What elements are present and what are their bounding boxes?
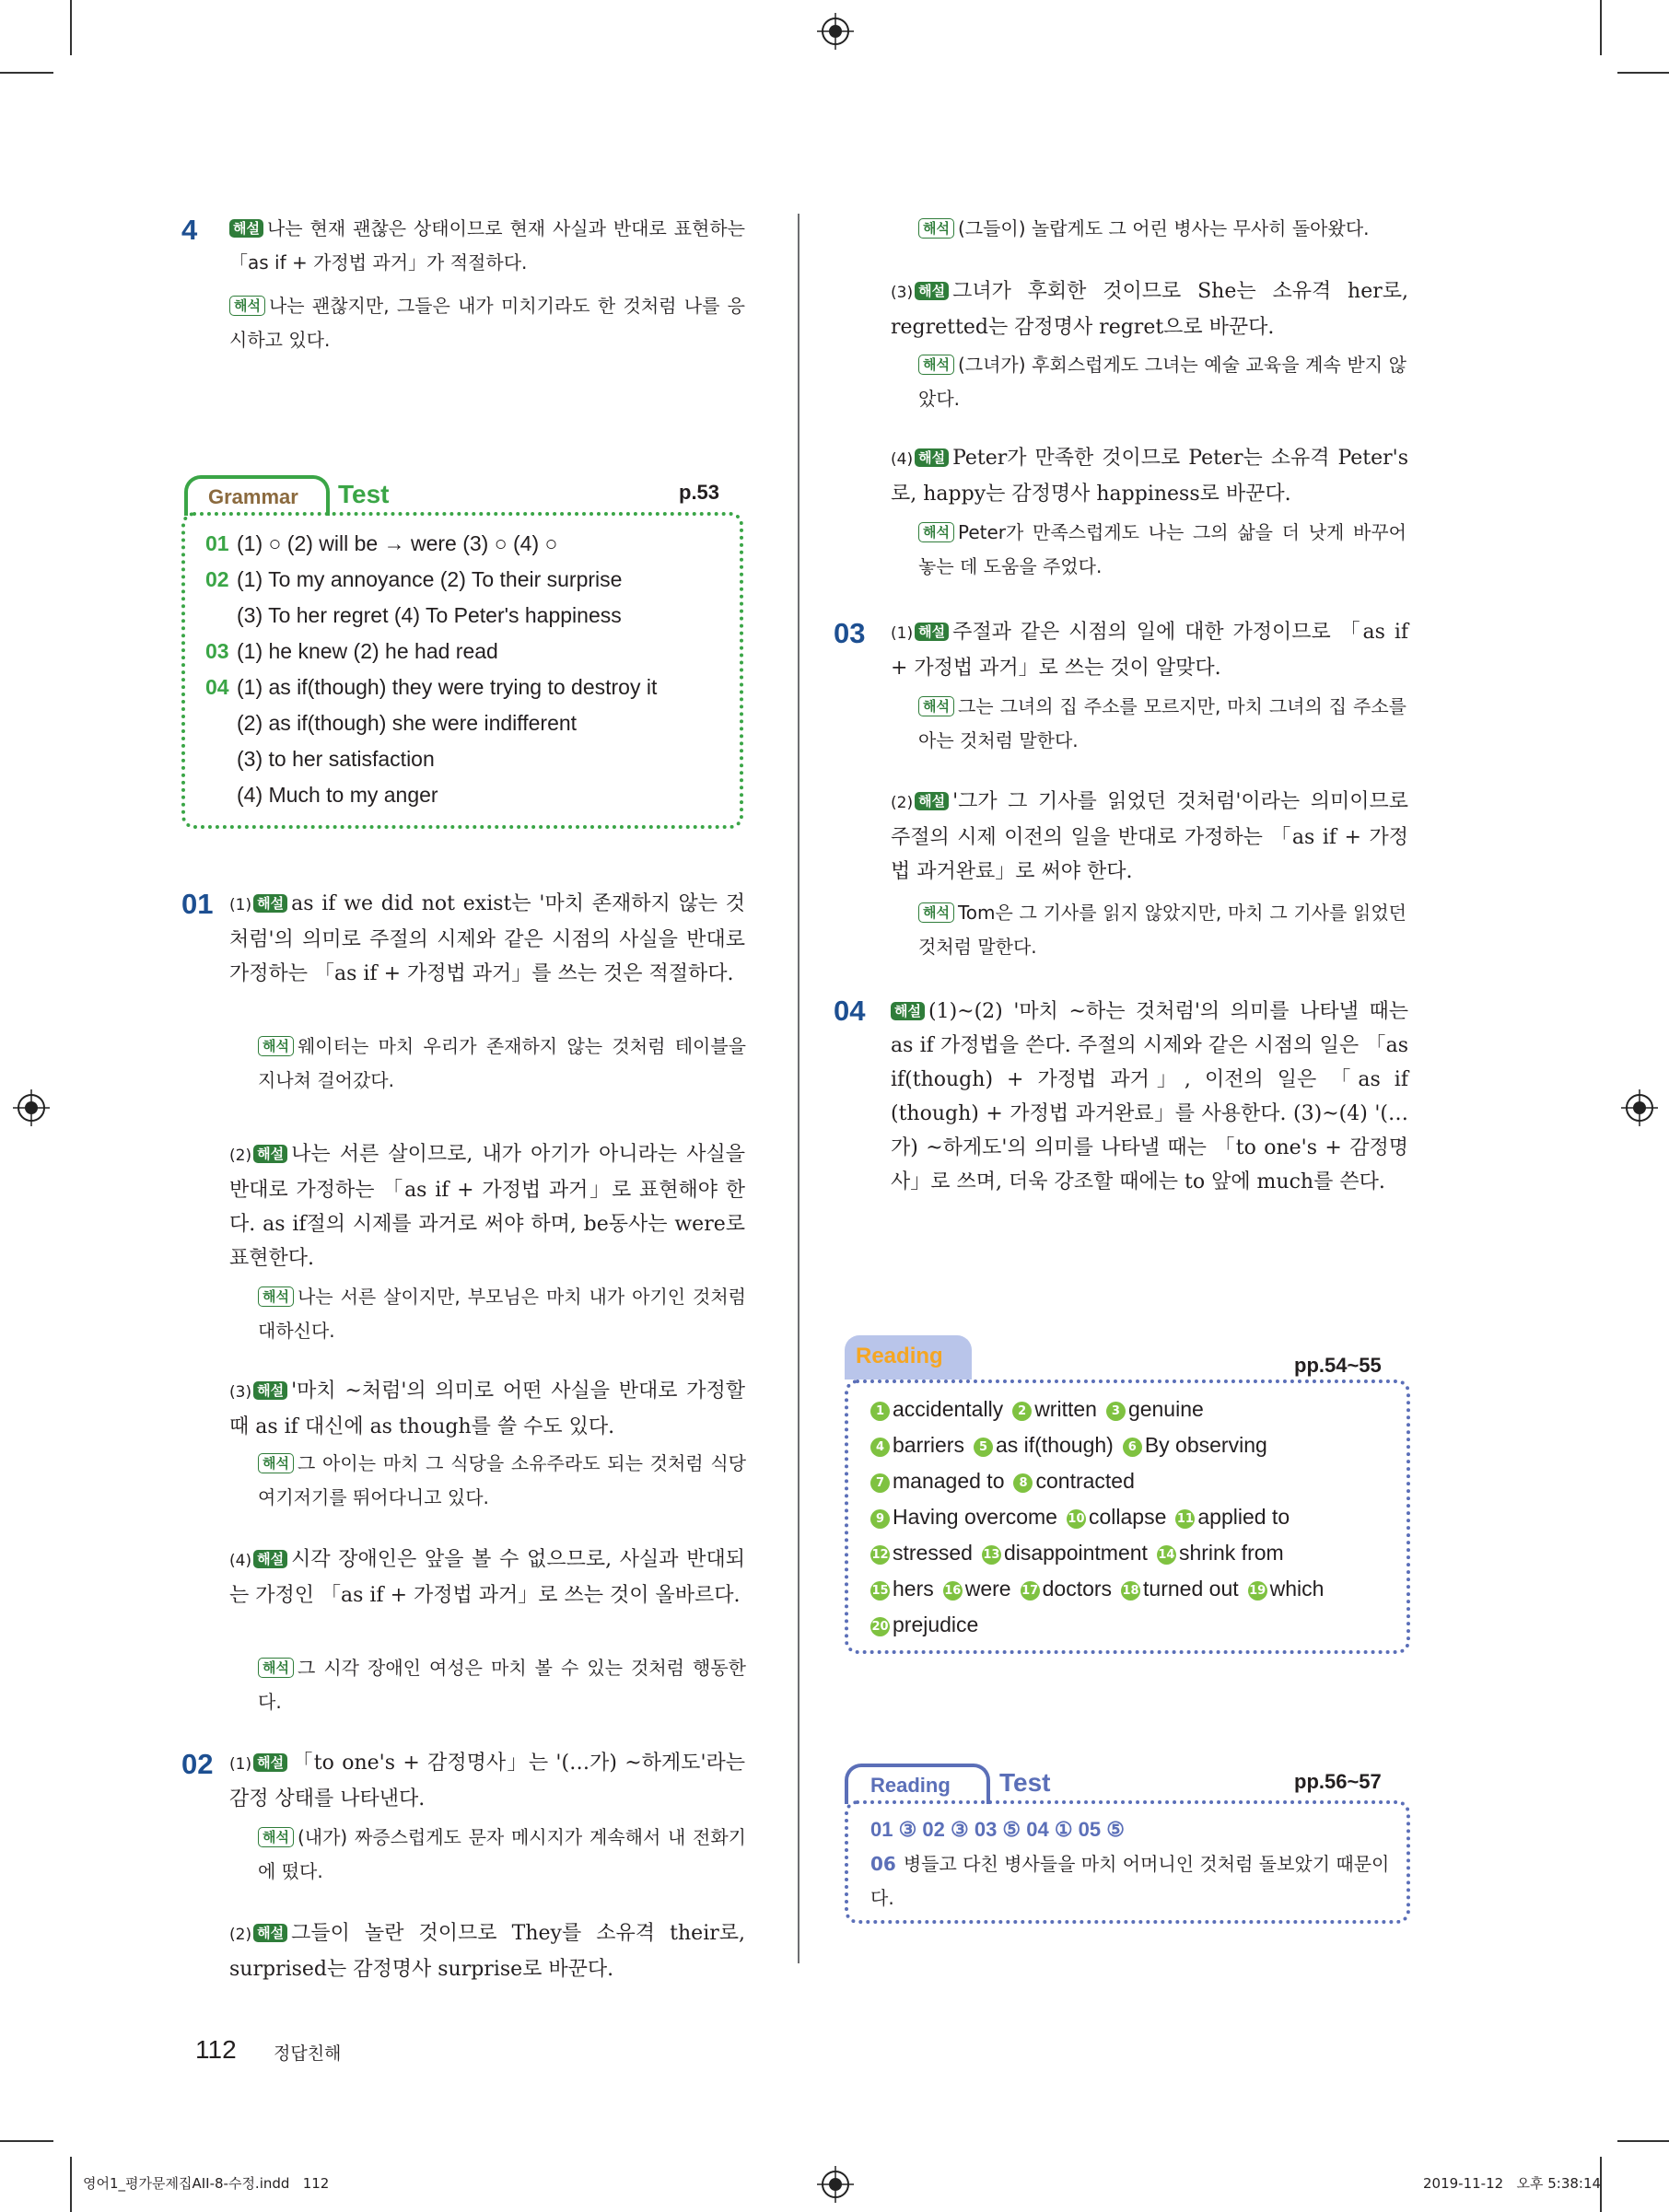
circled-number-icon: 19 — [1248, 1581, 1267, 1601]
circled-number-icon: 15 — [870, 1581, 890, 1601]
circled-number-icon: 11 — [1175, 1509, 1195, 1529]
answer-text: which — [1269, 1577, 1325, 1601]
solution-badge: 해설 — [915, 623, 949, 641]
q01-1-solution: (1) 해설 as if we did not exist는 '마치 존재하지 않는 것처럼'의 의미로 주절의 시제와 같은 시점의 사실을 반대로 가정하는 「as if + 가정법 과거」를 쓰는 것은 적절하다. — [229, 892, 745, 985]
translation-badge: 해석 — [258, 1036, 294, 1056]
translation-badge: 해석 — [258, 1658, 294, 1678]
q01-3-translation: 해석 그 아이는 마치 그 식당을 소유주라도 되는 것처럼 식당 여기저기를 뛰어다니고 있다. — [258, 1452, 746, 1508]
reading-answer-line — [870, 1607, 1405, 1643]
grammar-test-title: Test — [338, 480, 390, 508]
reading-tab — [845, 1335, 972, 1380]
grammar-test-tab — [184, 475, 330, 516]
q01-3-solution: (3) 해설 '마치 ~처럼'의 의미로 어떤 사실을 반대로 가정할 때 as if 대신에 as though를 쓸 수도 있다. — [229, 1380, 745, 1438]
q03-2-translation: 해석 Tom은 그 기사를 읽지 않았지만, 마치 그 기사를 읽었던 것처럼 말한다. — [918, 902, 1406, 958]
solution-badge: 해설 — [253, 894, 287, 913]
q02-1-translation: 해석 (내가) 짜증스럽게도 문자 메시지가 계속해서 내 전화기에 떴다. — [258, 1826, 746, 1882]
reading-answer-line — [870, 1571, 1405, 1607]
question-number: 4 — [181, 214, 198, 246]
circled-number-icon: 9 — [870, 1509, 890, 1529]
answer-text: (1) as if(though) they were trying to destroy it — [237, 675, 658, 699]
crop-mark — [0, 72, 53, 74]
answer-text: (3) to her satisfaction — [237, 747, 435, 771]
reading-test-answers: 01 ③ 02 ③ 03 ⑤ 04 ① 05 ⑤ — [870, 1818, 1125, 1841]
crop-mark — [1617, 72, 1669, 74]
answer-text: accidentally — [893, 1397, 1004, 1421]
column-divider — [798, 214, 799, 1963]
crop-mark — [1600, 0, 1602, 55]
slug-right: 2019-11-12 오후 5:38:14 — [1423, 2175, 1602, 2192]
grammar-answer-line — [205, 777, 730, 813]
page-ref: p.53 — [679, 481, 720, 504]
grammar-answer-list — [205, 526, 730, 813]
answer-number: 01 — [205, 531, 229, 555]
grammar-answer-line — [205, 705, 730, 741]
solution-badge: 해설 — [253, 1145, 287, 1163]
reading-answer-list — [870, 1391, 1405, 1643]
crop-mark — [70, 0, 72, 55]
crop-mark — [1617, 2140, 1669, 2142]
translation-badge: 해석 — [229, 296, 265, 316]
solution-badge: 해설 — [891, 1002, 925, 1020]
translation-badge: 해석 — [258, 1453, 294, 1473]
page-ref: pp.54~55 — [1294, 1354, 1382, 1377]
reading-test-tab — [845, 1764, 990, 1804]
grammar-answer-line — [205, 562, 730, 598]
answer-text: (4) Much to my anger — [237, 783, 438, 807]
q02-2-translation: 해석 (그들이) 놀랍게도 그 어린 병사는 무사히 돌아왔다. — [918, 212, 1406, 246]
solution-badge: 해설 — [253, 1924, 287, 1942]
q01-4-solution: (4) 해설 시각 장애인은 앞을 볼 수 없으므로, 사실과 반대되는 가정인 「as if + 가정법 과거」로 쓰는 것이 올바르다. — [229, 1548, 745, 1607]
answer-text: stressed — [893, 1541, 973, 1565]
q03-2-solution: (2) 해설 '그가 그 기사를 읽었던 것처럼'이라는 의미이므로 주절의 시제 이전의 일을 반대로 가정하는 「as if + 가정법 과거완료」로 써야 한다. — [891, 790, 1408, 883]
q01-4-translation: 해석 그 시각 장애인 여성은 마치 볼 수 있는 것처럼 행동한다. — [258, 1657, 746, 1713]
q02-4-solution: (4) 해설 Peter가 만족한 것이므로 Peter는 소유격 Peter's로, happy는 감정명사 happiness로 바꾼다. — [891, 447, 1408, 506]
circled-number-icon: 17 — [1021, 1581, 1040, 1601]
grammar-answer-line — [205, 598, 730, 634]
translation-badge: 해석 — [918, 696, 954, 716]
reading-test-q06: 06 병들고 다친 병사들을 마치 어머니인 것처럼 돌보았기 때문이다. — [870, 1853, 1390, 1909]
answer-text: hers — [893, 1577, 934, 1601]
circled-number-icon: 16 — [943, 1581, 963, 1601]
q01-1-translation: 해석 웨이터는 마치 우리가 존재하지 않는 것처럼 테이블을 지나쳐 걸어갔다. — [258, 1035, 746, 1091]
q01-2-translation: 해석 나는 서른 살이지만, 부모님은 마치 내가 아기인 것처럼 대하신다. — [258, 1286, 746, 1342]
solution-badge: 해설 — [253, 1381, 287, 1400]
reading-box — [845, 1380, 1410, 1654]
circled-number-icon: 2 — [1012, 1402, 1032, 1421]
registration-mark-icon — [817, 2166, 854, 2203]
question-number: 04 — [834, 995, 866, 1027]
page-number: 112 — [195, 2035, 237, 2064]
circled-number-icon: 20 — [870, 1617, 890, 1636]
q02-3-solution: (3) 해설 그녀가 후회한 것이므로 She는 소유격 her로, regretted는 감정명사 regret으로 바꾼다. — [891, 280, 1408, 339]
circled-number-icon: 18 — [1121, 1581, 1140, 1601]
registration-mark-icon — [817, 13, 854, 50]
answer-text: collapse — [1088, 1505, 1167, 1529]
grammar-answer-line — [205, 669, 730, 705]
registration-mark-icon — [13, 1089, 50, 1126]
solution-badge: 해설 — [915, 792, 949, 810]
reading-answer-line — [870, 1427, 1405, 1463]
reading-answer-line — [870, 1535, 1405, 1571]
circled-number-icon: 7 — [870, 1473, 890, 1493]
q02-4-translation: 해석 Peter가 만족스럽게도 나는 그의 삶을 더 낫게 바꾸어 놓는 데 도움을 주었다. — [918, 521, 1406, 577]
answer-text: were — [964, 1577, 1011, 1601]
question-number: 02 — [181, 1748, 214, 1780]
answer-text: applied to — [1197, 1505, 1290, 1529]
crop-mark — [70, 2157, 72, 2212]
circled-number-icon: 5 — [974, 1438, 993, 1457]
tab-label: Reading — [870, 1774, 951, 1797]
answer-text: contracted — [1035, 1469, 1135, 1493]
answer-text: By observing — [1144, 1433, 1267, 1457]
q02-2-solution: (2) 해설 그들이 놀란 것이므로 They를 소유격 their로, surprised는 감정명사 surprise로 바꾼다. — [229, 1922, 745, 1981]
answer-number: 02 — [205, 567, 229, 591]
answer-text: (1) he knew (2) he had read — [237, 639, 498, 663]
circled-number-icon: 4 — [870, 1438, 890, 1457]
reading-answer-line — [870, 1463, 1405, 1499]
q02-3-translation: 해석 (그녀가) 후회스럽게도 그녀는 예술 교육을 계속 받지 않았다. — [918, 354, 1406, 410]
answer-text: prejudice — [893, 1612, 979, 1636]
translation-badge: 해석 — [258, 1286, 294, 1307]
translation-badge: 해석 — [918, 902, 954, 923]
q01-2-solution: (2) 해설 나는 서른 살이므로, 내가 아기가 아니라는 사실을 반대로 가정하는 「as if + 가정법 과거」로 표현해야 한다. as if절의 시제를 과거로 써야 하며, be동사는 were로 표현한다. — [229, 1143, 745, 1270]
answer-text: (3) To her regret (4) To Peter's happiness — [237, 603, 622, 627]
question-number: 03 — [834, 617, 866, 649]
reading-answer-line — [870, 1391, 1405, 1427]
answer-text: doctors — [1042, 1577, 1113, 1601]
q02-1-solution: (1) 해설 「to one's + 감정명사」는 '(…가) ~하게도'라는 감정 상태를 나타낸다. — [229, 1752, 745, 1810]
translation-badge: 해석 — [258, 1827, 294, 1847]
answer-text: written — [1034, 1397, 1097, 1421]
circled-number-icon: 1 — [870, 1402, 890, 1421]
tab-label: Reading — [856, 1344, 943, 1368]
answer-text: turned out — [1143, 1577, 1239, 1601]
circled-number-icon: 12 — [870, 1545, 890, 1565]
circled-number-icon: 8 — [1013, 1473, 1033, 1493]
q03-1-solution: (1) 해설 주절과 같은 시점의 일에 대한 가정이므로 「as if + 가정법 과거」로 쓰는 것이 알맞다. — [891, 621, 1408, 680]
question-number: 01 — [181, 888, 214, 920]
solution-badge: 해설 — [229, 219, 263, 238]
circled-number-icon: 3 — [1106, 1402, 1126, 1421]
grammar-answer-line — [205, 634, 730, 669]
answer-text: (1) ○ (2) will be → were (3) ○ (4) ○ — [237, 531, 558, 555]
translation-badge: 해석 — [918, 218, 954, 239]
q03-1-translation: 해석 그는 그녀의 집 주소를 모르지만, 마치 그녀의 집 주소를 아는 것처럼 말한다. — [918, 695, 1406, 751]
slug-left: 영어1_평가문제집AII-8-수정.indd 112 — [83, 2175, 330, 2192]
circled-number-icon: 6 — [1123, 1438, 1142, 1457]
circled-number-icon: 13 — [982, 1545, 1001, 1565]
circled-number-icon: 10 — [1067, 1509, 1086, 1529]
answer-text: shrink from — [1178, 1541, 1284, 1565]
q04-solution: 해설 (1)~(2) '마치 ~하는 것처럼'의 의미를 나타낼 때는 as if 가정법을 쓴다. 주절의 시제와 같은 시점의 일은 「as if(though) + 가정법 과거」, 이전의 일은 「as if (though) + 가정법 과거완료」를 사용한다. (3)~(4) '(…가) ~하게도'의 의미를 나타낼 때는 「to one's + 감정명사」로 쓰며, 더욱 강조할 때에는 to 앞에 much를 쓴다. — [891, 1000, 1408, 1193]
crop-mark — [0, 2140, 53, 2142]
answer-number: 04 — [205, 675, 229, 699]
answer-text: as if(though) — [995, 1433, 1114, 1457]
answer-text: genuine — [1127, 1397, 1204, 1421]
reading-test-title: Test — [999, 1768, 1051, 1797]
reading-answer-line — [870, 1499, 1405, 1535]
solution-badge: 해설 — [253, 1550, 287, 1568]
reading-test-box — [845, 1800, 1410, 1924]
grammar-answer-line — [205, 741, 730, 777]
q4-translation: 해석 나는 괜찮지만, 그들은 내가 미치기라도 한 것처럼 나를 응시하고 있다. — [229, 295, 745, 351]
page-ref: pp.56~57 — [1294, 1770, 1382, 1793]
answer-number: 03 — [205, 639, 229, 663]
registration-mark-icon — [1621, 1089, 1658, 1126]
translation-badge: 해석 — [918, 355, 954, 375]
grammar-answer-line — [205, 526, 730, 562]
circled-number-icon: 14 — [1157, 1545, 1176, 1565]
section-name: 정답친해 — [274, 2043, 342, 2064]
q4-solution: 해설 나는 현재 괜찮은 상태이므로 현재 사실과 반대로 표현하는 「as if + 가정법 과거」가 적절하다. — [229, 217, 745, 274]
answer-text: (2) as if(though) she were indifferent — [237, 711, 578, 735]
solution-badge: 해설 — [253, 1753, 287, 1772]
answer-text: managed to — [893, 1469, 1005, 1493]
translation-badge: 해석 — [918, 522, 954, 542]
solution-badge: 해설 — [915, 282, 949, 300]
solution-badge: 해설 — [915, 448, 949, 467]
answer-text: disappointment — [1003, 1541, 1148, 1565]
answer-text: Having overcome — [893, 1505, 1057, 1529]
answer-text: barriers — [893, 1433, 964, 1457]
tab-label: Grammar — [208, 485, 298, 508]
answer-text: (1) To my annoyance (2) To their surprise — [237, 567, 623, 591]
grammar-test-box — [181, 512, 743, 829]
